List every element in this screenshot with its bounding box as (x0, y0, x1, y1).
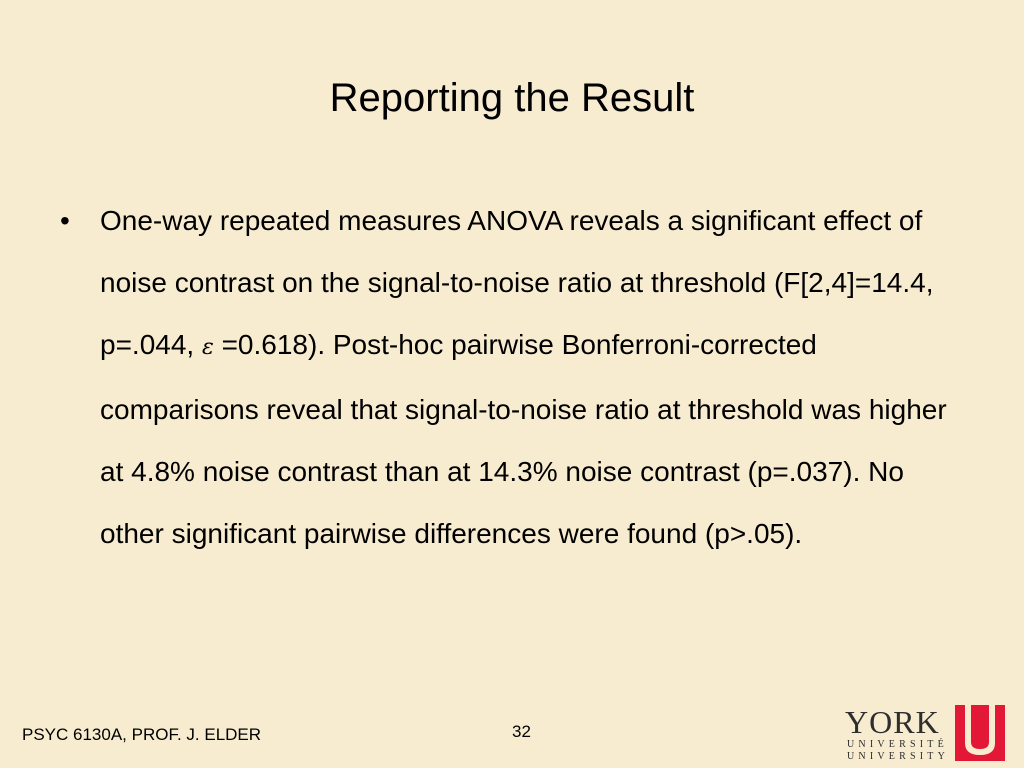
bullet-list (60, 190, 960, 565)
epsilon-symbol: ε (201, 335, 214, 360)
slide-title: Reporting the Result (329, 76, 695, 120)
bullet-item (60, 190, 960, 565)
logo-line-universite: UNIVERSITÉ (847, 739, 948, 750)
page-number: 32 (512, 722, 531, 741)
york-university-logo (843, 703, 1007, 763)
logo-line-university: UNIVERSITY (847, 751, 949, 762)
bullet-marker: • (60, 205, 70, 236)
footer-course: PSYC 6130A, PROF. J. ELDER (22, 725, 262, 744)
bullet-text-part-1: One-way repeated measures ANOVA reveals a significant effect of noise contrast on the signal-to-noise ratio at threshold (F[2,4]=14.4, p=.044, (100, 205, 934, 360)
bullet-text-part-2: =0.618). Post-hoc pairwise Bonferroni-corrected comparisons reveal that signal-to-noise ratio at threshold was higher at 4.8% noise contrast than at 14.3% noise contrast (p=.037). No other significant pairwise differences were found (p>.05). (100, 329, 947, 549)
logo-wordmark: YORK (845, 704, 940, 740)
